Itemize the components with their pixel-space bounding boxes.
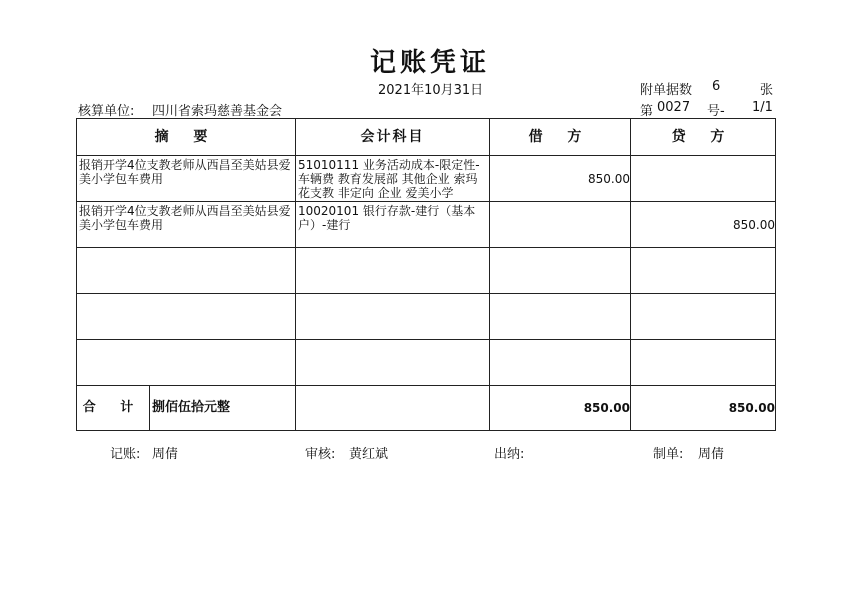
cell-credit <box>631 156 776 202</box>
header-credit: 贷 方 <box>631 119 776 156</box>
total-credit: 850.00 <box>631 386 776 431</box>
cell-credit <box>631 294 776 340</box>
total-label: 合 计 <box>77 386 150 430</box>
total-row <box>77 386 776 431</box>
cell-account: 10020101 银行存款-建行（基本户）-建行 <box>296 202 490 248</box>
cell-summary: 报销开学4位支教老师从西昌至美姑县爱美小学包车费用 <box>77 156 296 202</box>
accounting-unit-value: 四川省索玛慈善基金会 <box>152 104 283 119</box>
total-account-cell <box>296 386 490 431</box>
cell-credit <box>631 340 776 386</box>
cell-debit <box>490 248 631 294</box>
cell-credit <box>631 248 776 294</box>
maker-name: 周倩 <box>698 447 725 462</box>
voucher-number-label: 第 <box>640 104 654 119</box>
cell-debit: 850.00 <box>490 156 631 202</box>
attachments-unit: 张 <box>760 83 774 98</box>
table-row <box>77 248 776 294</box>
cell-summary <box>77 248 296 294</box>
header-summary: 摘 要 <box>77 119 296 156</box>
attachments-count: 6 <box>712 79 721 94</box>
maker-label: 制单: <box>653 447 684 462</box>
cell-debit <box>490 294 631 340</box>
voucher-page: 1/1 <box>752 100 773 115</box>
bookkeeper-label: 记账: <box>110 447 141 462</box>
voucher-number-suffix: 号- <box>707 104 725 119</box>
cell-summary: 报销开学4位支教老师从西昌至美姑县爱美小学包车费用 <box>77 202 296 248</box>
total-debit: 850.00 <box>490 386 631 431</box>
table-row <box>77 294 776 340</box>
cell-account <box>296 340 490 386</box>
accounting-unit-label: 核算单位: <box>78 104 135 119</box>
voucher-title: 记账凭证 <box>369 48 490 78</box>
table-row <box>77 202 776 248</box>
auditor-label: 审核: <box>305 447 336 462</box>
table-row <box>77 340 776 386</box>
cell-account: 51010111 业务活动成本-限定性-车辆费 教育发展部 其他企业 索玛花支教 非定向 企业 爱美小学 <box>296 156 490 202</box>
total-cell <box>77 386 296 431</box>
cell-debit <box>490 202 631 248</box>
cell-account <box>296 294 490 340</box>
auditor-name: 黄红斌 <box>349 447 389 462</box>
cell-summary <box>77 340 296 386</box>
cell-debit <box>490 340 631 386</box>
cell-account <box>296 248 490 294</box>
cell-summary <box>77 294 296 340</box>
voucher-date: 2021年10月31日 <box>378 83 484 98</box>
header-debit: 借 方 <box>490 119 631 156</box>
cashier-label: 出纳: <box>494 447 525 462</box>
header-account: 会计科目 <box>296 119 490 156</box>
total-amount-words: 捌佰伍拾元整 <box>152 400 231 415</box>
table-header-row <box>77 119 776 156</box>
attachments-label: 附单据数 <box>640 83 693 98</box>
table-row <box>77 156 776 202</box>
voucher-table <box>76 118 776 431</box>
voucher-number: 0027 <box>657 100 691 115</box>
cell-credit: 850.00 <box>631 202 776 248</box>
bookkeeper-name: 周倩 <box>152 447 179 462</box>
